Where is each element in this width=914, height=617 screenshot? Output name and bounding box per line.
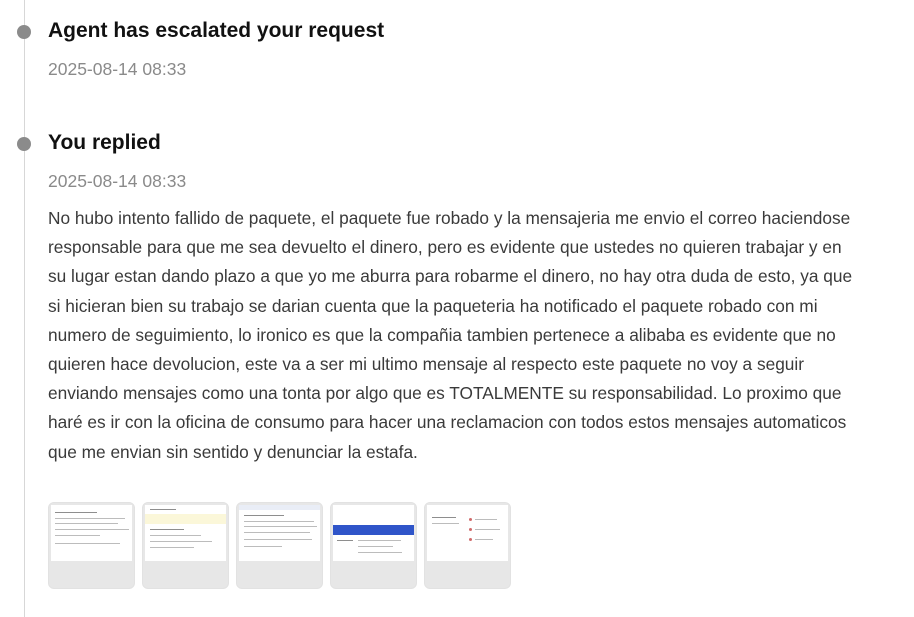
attachment-thumbnail[interactable] — [424, 502, 511, 589]
attachment-thumbnail[interactable] — [236, 502, 323, 589]
event-timestamp: 2025-08-14 08:33 — [48, 171, 187, 191]
timeline-dot-icon — [17, 137, 31, 151]
screenshot-thumbnail-icon — [239, 505, 320, 561]
attachment-thumbnail[interactable] — [48, 502, 135, 589]
event-title: Agent has escalated your request — [48, 19, 385, 42]
attachment-thumbnail[interactable] — [330, 502, 417, 589]
screenshot-thumbnail-icon — [145, 505, 226, 561]
screenshot-thumbnail-icon — [427, 505, 508, 561]
event-timestamp: 2025-08-14 08:33 — [48, 59, 187, 79]
screenshot-thumbnail-icon — [51, 505, 132, 561]
attachment-thumbnail[interactable] — [142, 502, 229, 589]
event-title: You replied — [48, 131, 161, 154]
timeline-line — [24, 0, 25, 617]
attachment-list — [48, 502, 511, 589]
reply-message: No hubo intento fallido de paquete, el paquete fue robado y la mensajeria me envio el correo haciendose responsable para que me sea devuelto el dinero, pero es evidente que ustedes no quieren trabajar y en su lugar estan dando plazo a que yo me aburra para robarme el dinero, no hay otra duda de esto, ya que si hicieran bien su trabajo se darian cuenta que la paqueteria ha notificado el paquete robado con mi numero de seguimiento, lo ironico es que la compañia tambien pertenece a alibaba es evidente que no quieren hace devolucion, este va a ser mi ultimo mensaje al respecto este paquete no voy a seguir enviando mensajes como una tonta por algo que es TOTALMENTE su responsabilidad. Lo proximo que haré es ir con la oficina de consumo para hacer una reclamacion con todos estos mensajes automaticos que me envian sin sentido y denunciar la estafa. — [48, 208, 853, 462]
timeline-dot-icon — [17, 25, 31, 39]
screenshot-thumbnail-icon — [333, 505, 414, 561]
